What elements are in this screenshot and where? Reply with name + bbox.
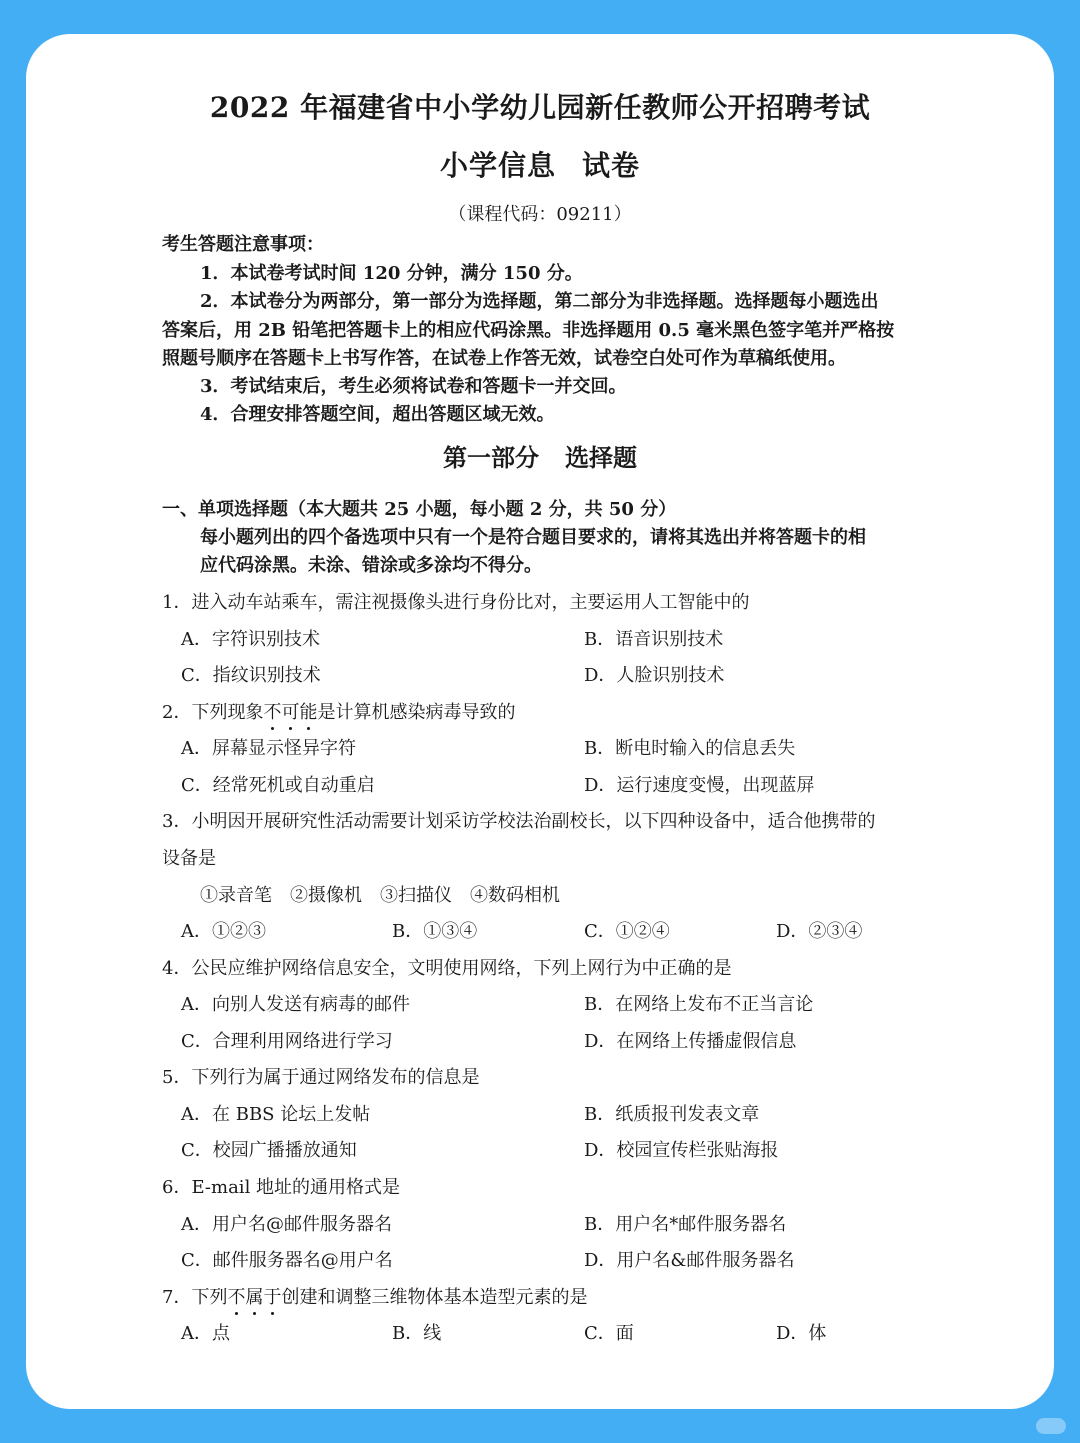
emphasis-char: 不 — [227, 1287, 246, 1308]
emphasis-char: 属 — [245, 1287, 264, 1308]
question-3-stem-line-1: 3．小明因开展研究性活动需要计划采访学校法治副校长，以下四种设备中，适合他携带的 — [162, 811, 876, 832]
question-7-option-c: C．面 — [584, 1323, 634, 1344]
question-7-stem-prefix: 7．下列 — [162, 1287, 228, 1308]
question-2-option-b: B．断电时输入的信息丢失 — [584, 738, 796, 759]
question-3-option-d: D．②③④ — [776, 921, 863, 942]
question-2-stem — [162, 698, 515, 724]
question-1-option-b: B．语音识别技术 — [584, 629, 724, 650]
notice-heading: 考生答题注意事项： — [162, 234, 324, 255]
question-6-option-c: C．邮件服务器名@用户名 — [181, 1250, 393, 1271]
question-4-option-d: D．在网络上传播虚假信息 — [584, 1031, 797, 1052]
document-card — [26, 34, 1054, 1409]
question-7-option-b: B．线 — [392, 1323, 442, 1344]
notice-item-1: 1．本试卷考试时间 120 分钟，满分 150 分。 — [200, 263, 583, 284]
notice-item-4: 4．合理安排答题空间，超出答题区域无效。 — [200, 404, 555, 425]
section-instructions-line-2: 每小题列出的四个备选项中只有一个是符合题目要求的，请将其选出并将答题卡的相 — [200, 527, 866, 548]
notice-item-2-line-3: 照题号顺序在答题卡上书写作答，在试卷上作答无效，试卷空白处可作为草稿纸使用。 — [162, 348, 846, 369]
question-4-option-a: A．向别人发送有病毒的邮件 — [181, 994, 410, 1015]
exam-paper — [26, 34, 1054, 1409]
question-5-option-b: B．纸质报刊发表文章 — [584, 1104, 760, 1125]
question-2-stem-suffix: 是计算机感染病毒导致的 — [317, 702, 516, 723]
emphasis-char: 不 — [263, 702, 282, 723]
question-3-device-list: ①录音笔 ②摄像机 ③扫描仪 ④数码相机 — [200, 885, 560, 906]
question-7-stem — [162, 1283, 587, 1309]
section-instructions-title: 一、单项选择题（本大题共 25 小题，每小题 2 分，共 50 分） — [162, 499, 677, 520]
part-type: 选择题 — [565, 443, 637, 472]
part-one-heading — [26, 438, 1054, 473]
question-2-option-d: D．运行速度变慢，出现蓝屏 — [584, 775, 815, 796]
emphasis-char: 于 — [263, 1287, 282, 1308]
paper-label: 试卷 — [582, 149, 641, 182]
question-2-stem-prefix: 2．下列现象 — [162, 702, 264, 723]
question-6-option-b: B．用户名*邮件服务器名 — [584, 1214, 787, 1235]
watermark-badge — [1036, 1418, 1066, 1434]
course-code: （课程代码：09211） — [448, 204, 632, 225]
question-1-option-c: C．指纹识别技术 — [181, 665, 321, 686]
question-4-stem: 4．公民应维护网络信息安全，文明使用网络，下列上网行为中正确的是 — [162, 958, 732, 979]
notice-item-2-line-1: 2．本试卷分为两部分，第一部分为选择题，第二部分为非选择题。选择题每小题选出 — [200, 291, 879, 312]
exam-title: 2022 年福建省中小学幼儿园新任教师公开招聘考试 — [209, 91, 871, 124]
question-6-stem: 6．E-mail 地址的通用格式是 — [162, 1177, 401, 1198]
emphasis-char: 可 — [281, 702, 300, 723]
section-instructions-line-3: 应代码涂黑。未涂、错涂或多涂均不得分。 — [200, 555, 542, 576]
question-5-option-c: C．校园广播播放通知 — [181, 1140, 357, 1161]
question-5-option-a: A．在 BBS 论坛上发帖 — [181, 1104, 371, 1125]
notice-item-2-line-2: 答案后，用 2B 铅笔把答题卡上的相应代码涂黑。非选择题用 0.5 毫米黑色签字笔并严格按 — [162, 320, 895, 341]
emphasis-char: 能 — [299, 702, 318, 723]
question-4-option-b: B．在网络上发布不正当言论 — [584, 994, 814, 1015]
question-7-stem-suffix: 创建和调整三维物体基本造型元素的是 — [281, 1287, 588, 1308]
question-1-stem: 1．进入动车站乘车，需注视摄像头进行身份比对，主要运用人工智能中的 — [162, 592, 750, 613]
notice-item-3: 3．考试结束后，考生必须将试卷和答题卡一并交回。 — [200, 376, 627, 397]
question-1-option-a: A．字符识别技术 — [181, 629, 320, 650]
question-2-option-c: C．经常死机或自动重启 — [181, 775, 375, 796]
exam-subtitle — [26, 144, 1054, 184]
question-3-option-c: C．①②④ — [584, 921, 670, 942]
part-label: 第一部分 — [443, 443, 539, 472]
question-7-option-a: A．点 — [181, 1323, 230, 1344]
question-3-option-b: B．①③④ — [392, 921, 478, 942]
question-6-option-a: A．用户名@邮件服务器名 — [181, 1214, 392, 1235]
question-1-option-d: D．人脸识别技术 — [584, 665, 725, 686]
question-6-option-d: D．用户名&邮件服务器名 — [584, 1250, 795, 1271]
question-5-option-d: D．校园宣传栏张贴海报 — [584, 1140, 779, 1161]
question-7-option-d: D．体 — [776, 1323, 827, 1344]
question-2-option-a: A．屏幕显示怪异字符 — [181, 738, 356, 759]
question-3-stem-line-2: 设备是 — [162, 848, 216, 869]
question-4-option-c: C．合理利用网络进行学习 — [181, 1031, 393, 1052]
subject-name: 小学信息 — [439, 149, 556, 182]
question-3-option-a: A．①②③ — [181, 921, 266, 942]
question-5-stem: 5．下列行为属于通过网络发布的信息是 — [162, 1067, 480, 1088]
